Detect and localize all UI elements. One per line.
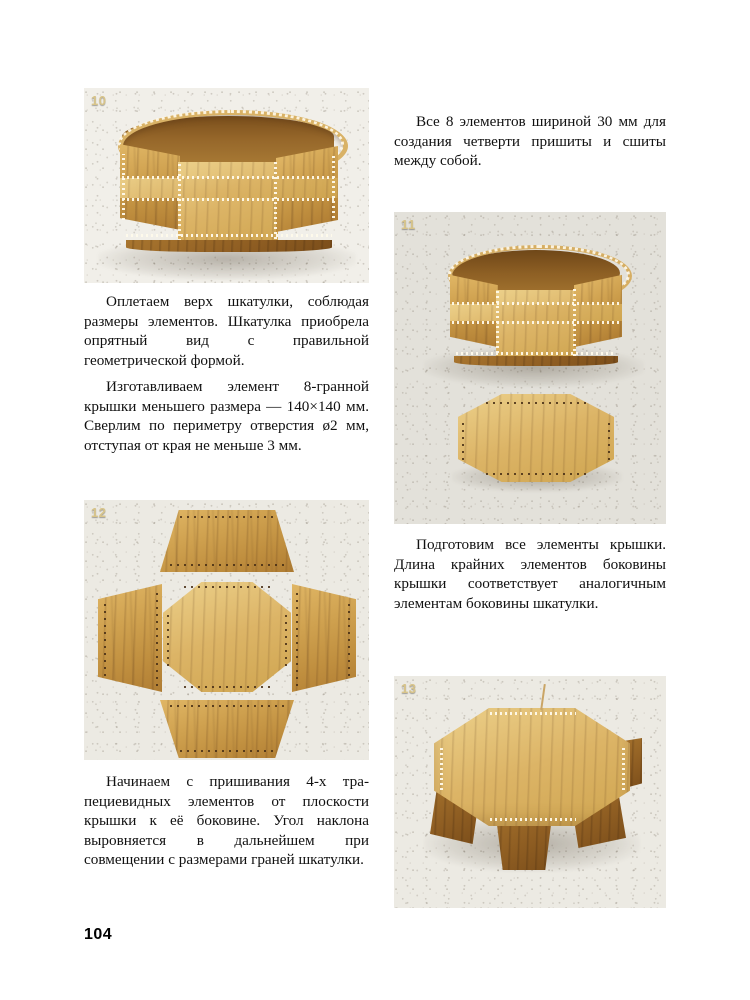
paragraph-text: Начинаем с пришивания 4-х трапециевидных элементов от плоскости крышки к её боковине. Угол наклона выровняется в дальнейшем при совмещении с размерами граней шкатулки.: [84, 773, 369, 868]
trapezoid-left: [98, 584, 162, 692]
stitch-seam: [573, 286, 576, 356]
stitch-row: [456, 352, 616, 355]
paragraph-text: Изготавливаем элемент 8-гранной крышки меньшего размера — 140×140 мм. Сверлим по периметру отверстия ø2 мм, отступая от края не меньше 3 мм.: [84, 378, 369, 454]
middle-band: [120, 178, 338, 198]
trapezoid-right: [292, 584, 356, 692]
figure-badge: 12: [91, 505, 107, 520]
octagon-hole-row: [285, 610, 287, 666]
box-body: [106, 106, 351, 254]
box-bottom-edge: [126, 240, 332, 252]
paragraph-left-1: [84, 292, 369, 370]
figure-12: [84, 500, 369, 760]
lid-center-octagon: [163, 582, 291, 692]
trapezoid-hole-row: [170, 564, 284, 566]
lid-hole-row: [462, 420, 464, 460]
octagon-hole-row: [184, 686, 270, 688]
lid-stitch-row: [440, 746, 443, 790]
stitch-seam: [274, 160, 277, 244]
trapezoid-hole-row: [180, 750, 274, 752]
lid-hole-row: [486, 402, 586, 404]
paragraph-text: Все 8 элементов шириной 30 мм для создания четверти пришиты и сшиты между собой.: [394, 113, 666, 169]
stitch-seam: [332, 154, 335, 218]
box-body: [438, 242, 634, 372]
figure-11: [394, 212, 666, 524]
trapezoid-hole-row: [156, 590, 158, 686]
paragraph-right-middle: [394, 535, 666, 613]
lid-plate-holes: [464, 399, 608, 477]
stitch-seam: [178, 162, 181, 246]
stitch-row: [122, 198, 336, 201]
lid-stitch-row: [490, 818, 576, 821]
octagon-hole-row: [167, 610, 169, 666]
trapezoid-hole-row: [296, 590, 298, 686]
page-number: 104: [84, 926, 113, 943]
box-bottom-edge: [454, 356, 618, 366]
lid-hole-row: [608, 420, 610, 460]
stitch-row: [122, 176, 336, 179]
paragraph-text: Подготовим все элементы крышки. Длина крайних элементов боковины крышки соответствует аналогичным элементам боковины шкатулки.: [394, 536, 666, 612]
figure-10: [84, 88, 369, 283]
paragraph-left-3: [84, 772, 369, 870]
trapezoid-hole-row: [170, 705, 284, 707]
figure-badge: 10: [91, 93, 107, 108]
lid-hole-row: [486, 473, 586, 475]
figure-13: [394, 676, 666, 908]
stitch-row: [452, 321, 620, 324]
lid-stitch-row: [622, 746, 625, 790]
stitch-seam: [122, 154, 125, 220]
lid-stitch-row: [490, 712, 576, 715]
lid-top-octagon: [434, 708, 630, 826]
figure-badge: 11: [401, 217, 416, 232]
stitch-seam: [496, 288, 499, 358]
stitch-row: [452, 302, 620, 305]
trapezoid-hole-row: [104, 600, 106, 676]
stitch-row: [126, 234, 332, 237]
trapezoid-hole-row: [348, 600, 350, 676]
trapezoid-hole-row: [180, 516, 274, 518]
paragraph-text: Оплетаем верх шкатулки, соблюдая размеры элементов. Шкатулка приобрела опрятный вид с правильной геометрической формой.: [84, 293, 369, 369]
paragraph-left-2: [84, 377, 369, 455]
trapezoid-top: [160, 510, 294, 572]
middle-band: [450, 304, 622, 321]
paragraph-right-top: [394, 112, 666, 171]
octagon-hole-row: [184, 586, 270, 588]
figure-badge: 13: [401, 681, 417, 696]
